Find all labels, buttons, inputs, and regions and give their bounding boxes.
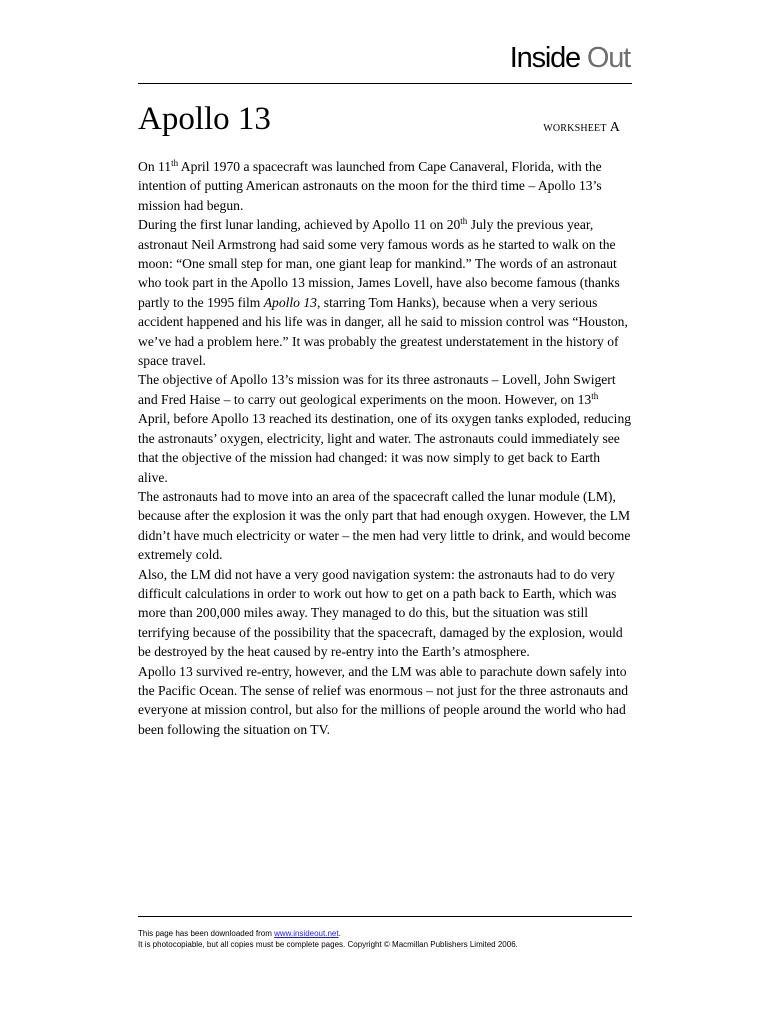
brand-logo: [510, 44, 630, 73]
paragraph-1: [138, 157, 632, 215]
brand-out: Out: [586, 42, 630, 74]
insideout-link[interactable]: www.insideout.net: [274, 929, 339, 938]
worksheet-text: WORKSHEET: [543, 123, 607, 134]
page-title: Apollo 13: [138, 101, 271, 137]
paragraph-3: [138, 370, 632, 486]
paragraph-2-text-c: , starring Tom Hanks), because when a very serious accident happened and his life was in danger, all he said to mission control was “Houston, we’ve had a problem here.” It was probably the greatest understatement in the history of space travel.: [138, 294, 628, 369]
paragraph-3-text-a: The objective of Apollo 13’s mission was for its three astronauts – Lovell, John Swigert and Fred Haise – to carry out geological experiments on the moon. However, on 13: [138, 372, 616, 407]
paragraph-1-text-b: April 1970 a spacecraft was launched from Cape Canaveral, Florida, with the intention of putting American astronauts on the moon for the third time – Apollo 13’s mission had begun.: [138, 159, 602, 213]
paragraph-4: The astronauts had to move into an area of the spacecraft called the lunar module (LM), because after the explosion it was the only part that had enough oxygen. However, the LM didn’t have much electricity or water – the men had very little to drink, and would become extremely cold.: [138, 488, 631, 563]
paragraph-2-text-a: During the first lunar landing, achieved by Apollo 11 on 20: [138, 217, 461, 233]
paragraph-2: [138, 215, 632, 370]
footer-period: .: [338, 929, 341, 938]
footer: [138, 929, 632, 950]
worksheet-letter: A: [609, 120, 620, 135]
paragraph-1-superscript: th: [171, 158, 179, 168]
worksheet-label: [543, 120, 620, 136]
film-title: Apollo 13: [263, 294, 317, 310]
paragraph-3-text-b: April, before Apollo 13 reached its destination, one of its oxygen tanks exploded, reducing the astronauts’ oxygen, electricity, light and water. The astronauts could immediately see that the objective of the mission had changed: it was now simply to get back to Earth alive.: [138, 411, 632, 485]
paragraph-2-text-b: July the previous year, astronaut Neil Armstrong had said some very famous words as he started to walk on the moon: “One small step for man, one giant leap for mankind.” The words of an astronaut who took part in the Apollo 13 mission, James Lovell, have also become famous (thanks partly to the 1995 film: [138, 217, 620, 310]
brand-inside: Inside: [509, 42, 580, 74]
footer-divider: [138, 916, 632, 917]
paragraph-1-text-a: On 11: [138, 159, 172, 174]
paragraph-3-superscript: th: [591, 390, 599, 401]
footer-download-text: This page has been downloaded from: [138, 929, 275, 938]
paragraph-2-superscript: th: [460, 216, 468, 227]
paragraph-6: Apollo 13 survived re-entry, however, and the LM was able to parachute down safely into the Pacific Ocean. The sense of relief was enormous – not just for the three astronauts and everyone at mission control, but also for the millions of people around the world who had been following the situation on TV.: [138, 663, 629, 737]
footer-line-1: [138, 929, 632, 940]
footer-copyright: It is photocopiable, but all copies must be complete pages. Copyright © Macmillan Publishers Limited 2006.: [138, 939, 518, 949]
header-divider: [138, 83, 632, 84]
paragraph-5: Also, the LM did not have a very good navigation system: the astronauts had to do very difficult calculations in order to work out how to get on a path back to Earth, which was more than 200,000 miles away. They managed to do this, but the situation was still terrifying because of the possibility that the spacecraft, damaged by the explosion, would be destroyed by the heat caused by re-entry into the Earth’s atmosphere.: [138, 566, 623, 660]
article-body: [138, 157, 632, 739]
